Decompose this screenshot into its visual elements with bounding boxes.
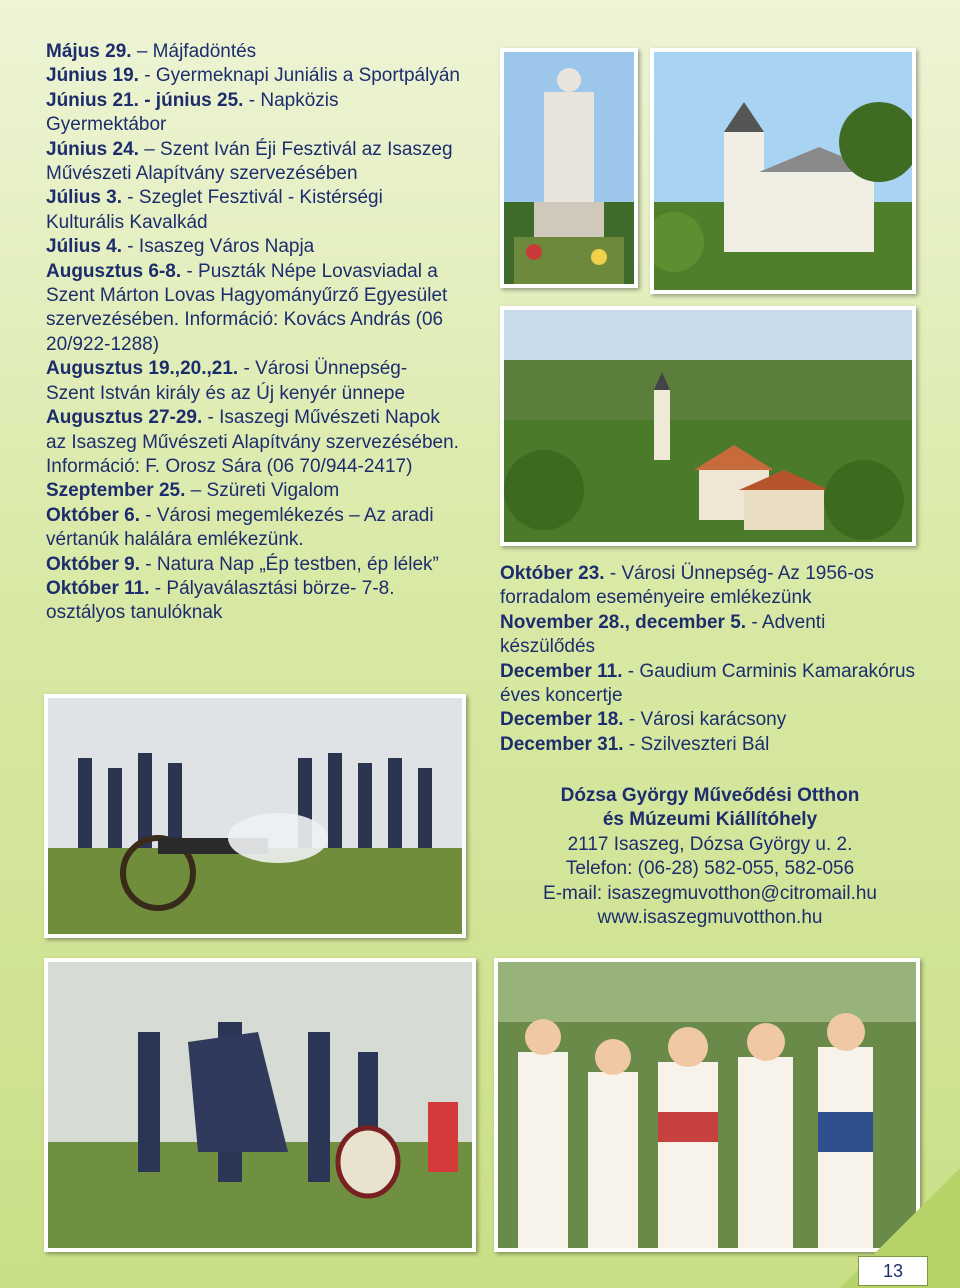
event-item: Július 4. - Isaszeg Város Napja: [46, 236, 315, 258]
event-item: Augusztus 6-8. - Puszták Népe Lovasviadal a Szent Márton Lovas Hagyományűrző Egyesület szervezésében. Információ: Kovács András (06 20/922-1288): [46, 260, 448, 355]
phone: Telefon: (06-28) 582-055, 582-056: [565, 858, 855, 880]
event-text: Isaszegi Művészeti Napok az Isaszeg Művészeti Alapítvány szervezésében. Információ: F. Orosz Sára (06 70/944-2417): [46, 407, 459, 477]
event-text: Adventi készülődés: [500, 611, 826, 658]
event-date: Július 4.: [46, 236, 123, 258]
org-name-line1: Dózsa György Műveődési Otthon: [560, 785, 860, 806]
event-date: Augusztus 6-8.: [46, 260, 182, 282]
event-text: Szilveszteri Bál: [640, 733, 770, 755]
event-item: Június 19. - Gyermeknapi Juniális a Sportpályán: [46, 65, 460, 87]
event-item: Október 11. - Pályaválasztási börze- 7-8. osztályos tanulóknak: [46, 577, 395, 624]
event-date: November 28., december 5.: [500, 611, 747, 633]
address: 2117 Isaszeg, Dózsa György u. 2.: [567, 833, 853, 855]
org-name-line2: és Múzeumi Kiállítóhely: [602, 809, 818, 831]
email-link[interactable]: E-mail: isaszegmuvotthon@citromail.hu: [543, 882, 877, 904]
event-text: Puszták Népe Lovasviadal a Szent Márton Lovas Hagyományűrző Egyesület szervezésében. Információ: Kovács András (06 20/922-1288): [46, 260, 448, 355]
event-date: December 11.: [500, 660, 623, 682]
right-event-list: [500, 562, 920, 757]
event-text: Gyermeknapi Juniális a Sportpályán: [155, 65, 460, 87]
left-event-list: [46, 40, 460, 626]
event-date: Október 23.: [500, 563, 605, 584]
event-date: Szeptember 25.: [46, 480, 186, 502]
event-text: Szüreti Vigalom: [206, 480, 340, 502]
event-date: Október 11.: [46, 577, 150, 599]
event-date: Május 29.: [46, 41, 132, 62]
web-link[interactable]: www.isaszegmuvotthon.hu: [597, 907, 823, 929]
event-date: December 31.: [500, 733, 624, 755]
event-item: Június 24. – Szent Iván Éji Fesztivál az Isaszeg Művészeti Alapítvány szervezésében: [46, 138, 453, 185]
event-item: Október 6. - Városi megemlékezés – Az aradi vértanúk halálára emlékezünk.: [46, 504, 434, 551]
event-text: Isaszeg Város Napja: [138, 236, 315, 258]
event-item: December 18. - Városi karácsony: [500, 709, 787, 731]
event-date: Október 6.: [46, 504, 140, 526]
photo-cannon-reenactment: [44, 694, 466, 938]
contact-block: [500, 784, 920, 930]
event-text: Szent Iván Éji Fesztivál az Isaszeg Művészeti Alapítvány szervezésében: [46, 138, 453, 185]
event-date: Október 9.: [46, 553, 140, 575]
event-item: December 31. - Szilveszteri Bál: [500, 733, 770, 755]
event-date: Június 21. - június 25.: [46, 89, 244, 111]
event-text: Városi Ünnepség- Az 1956-os forradalom eseményeire emlékezünk: [500, 563, 874, 609]
event-text: Városi Ünnepség- Szent István király és az Új kenyér ünnepe: [46, 358, 408, 404]
event-date: Augusztus 19.,20.,21.: [46, 358, 239, 380]
photo-statue: [500, 48, 638, 288]
event-item: Október 9. - Natura Nap „Ép testben, ép lélek”: [46, 553, 439, 575]
event-item: Június 21. - június 25. - Napközis Gyermektábor: [46, 89, 339, 136]
event-text: Májfadöntés: [152, 41, 257, 62]
event-item: Július 3. - Szeglet Fesztivál - Kistérségi Kulturális Kavalkád: [46, 187, 383, 233]
page-number: 13: [858, 1256, 928, 1286]
event-text: Szeglet Fesztivál - Kistérségi Kulturális Kavalkád: [46, 187, 383, 233]
event-item: Szeptember 25. – Szüreti Vigalom: [46, 480, 340, 502]
event-item: November 28., december 5. - Adventi készülődés: [500, 611, 826, 658]
event-date: December 18.: [500, 709, 624, 731]
event-date: Június 24.: [46, 138, 139, 160]
event-date: Augusztus 27-29.: [46, 407, 203, 429]
event-item: December 11. - Gaudium Carminis Kamarakórus éves koncertje: [500, 660, 916, 707]
photo-town-view: [500, 306, 916, 546]
event-item: Augusztus 19.,20.,21. - Városi Ünnepség- Szent István király és az Új kenyér ünnepe: [46, 358, 408, 404]
event-date: Június 19.: [46, 65, 139, 87]
event-text: Napközis Gyermektábor: [46, 89, 339, 136]
event-text: Városi karácsony: [640, 709, 787, 731]
event-item: Május 29. – Májfadöntés: [46, 41, 257, 62]
event-item: Augusztus 27-29. - Isaszegi Művészeti Napok az Isaszeg Művészeti Alapítvány szervezésében. Információ: F. Orosz Sára (06 70/944-2417): [46, 407, 459, 477]
event-text: Pályaválasztási börze- 7-8. osztályos tanulóknak: [46, 577, 395, 624]
event-item: Október 23. - Városi Ünnepség- Az 1956-os forradalom eseményeire emlékezünk: [500, 563, 874, 609]
event-text: Gaudium Carminis Kamarakórus éves koncertje: [500, 660, 916, 707]
photo-church: [650, 48, 916, 294]
event-date: Július 3.: [46, 187, 123, 209]
photo-drummer-reenactment: [44, 958, 476, 1252]
event-text: Natura Nap „Ép testben, ép lélek”: [156, 553, 439, 575]
event-text: Városi megemlékezés – Az aradi vértanúk halálára emlékezünk.: [46, 504, 434, 551]
